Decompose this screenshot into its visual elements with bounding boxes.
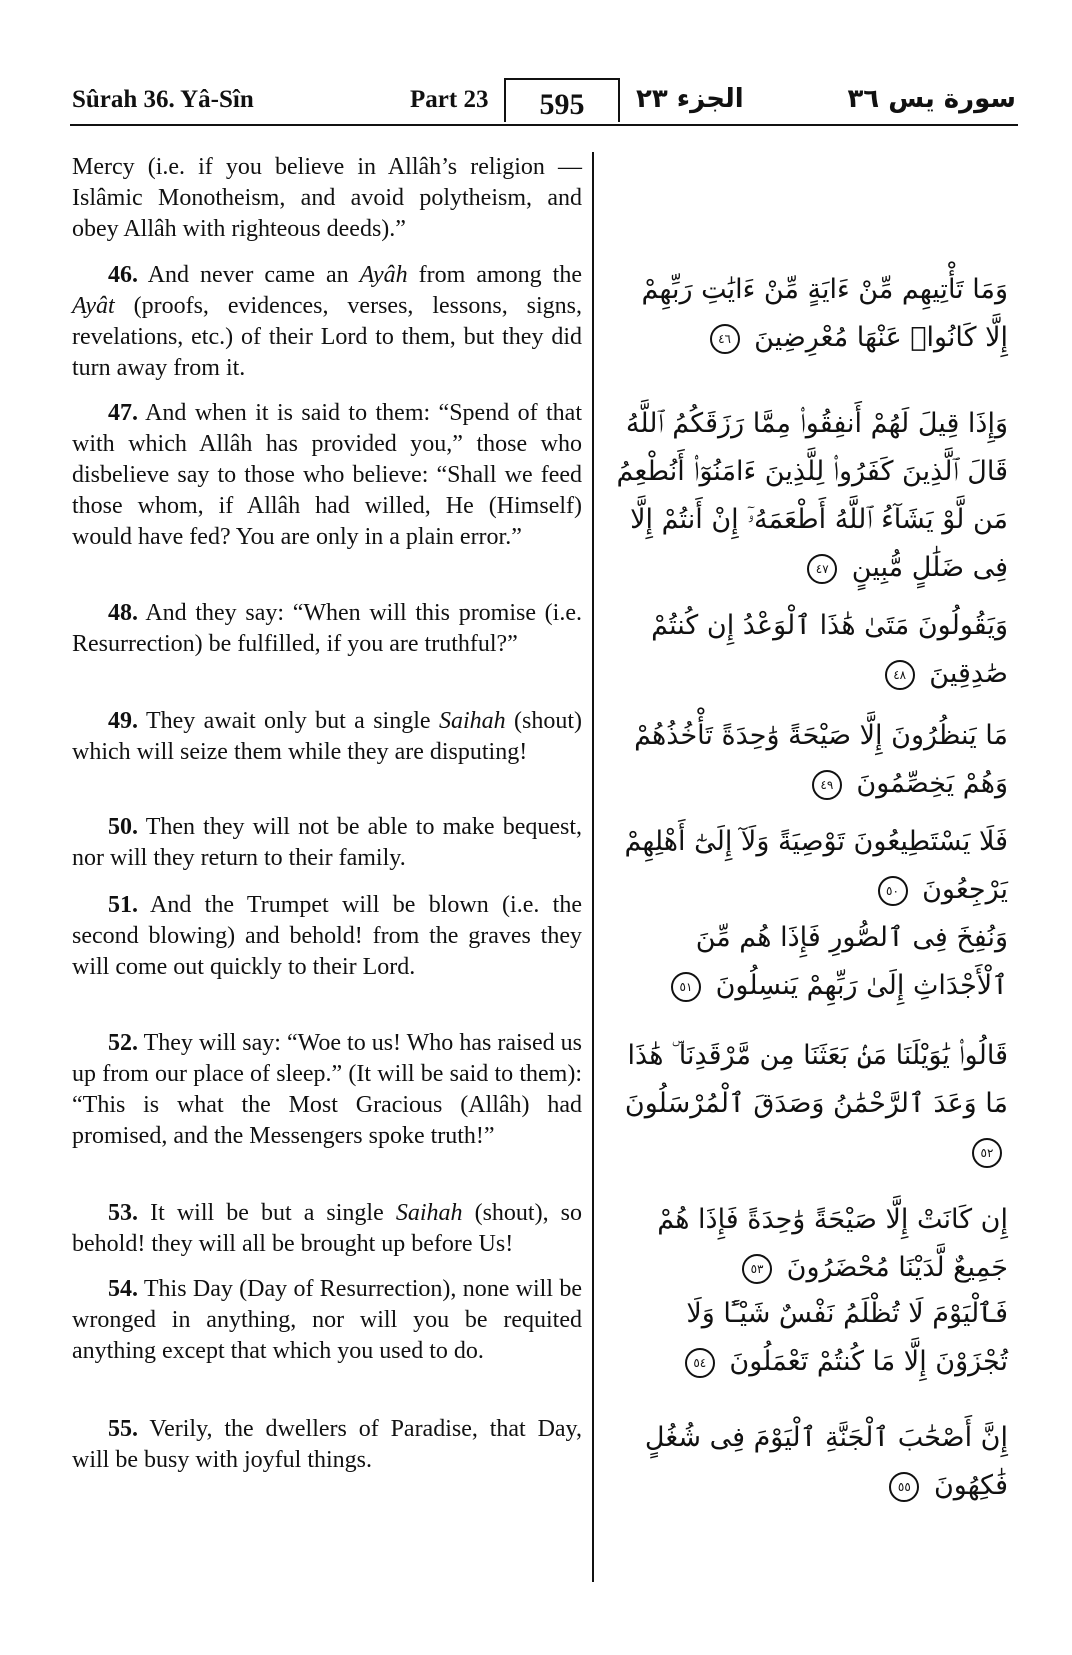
verse-marker: ٤٩ (812, 770, 842, 800)
verse-50: 50. Then they will not be able to make bequest, nor will they return to their family. (72, 814, 582, 871)
verse-marker: ٥٠ (878, 876, 908, 906)
surah-title-en: Sûrah 36. Yâ-Sîn (72, 86, 254, 113)
verse-55: 55. Verily, the dwellers of Paradise, that Day, will be busy with joyful things. (72, 1416, 582, 1473)
verse-marker: ٥٢ (972, 1138, 1002, 1168)
part-label-en: Part 23 (410, 86, 489, 113)
arabic-verse-50: فَلَا يَسْتَطِيعُونَ تَوْصِيَةً وَلَآ إِلَىٰٓ أَهْلِهِمْ يَرْجِعُونَ ٥٠ (624, 826, 1008, 905)
verse-marker: ٥٤ (685, 1348, 715, 1378)
verse-49: 49. They await only but a single Saihah (shout) which will seize them while they are disputing! (72, 708, 582, 765)
arabic-verse-53: إِن كَانَتْ إِلَّا صَيْحَةً وَٰحِدَةً فَإِذَا هُمْ جَمِيعٌ لَّدَيْنَا مُحْضَرُونَ ٥٣ (657, 1204, 1008, 1283)
arabic-verse-55: إِنَّ أَصْحَٰبَ ٱلْجَنَّةِ ٱلْيَوْمَ فِى شُغُلٍ فَٰكِهُونَ ٥٥ (644, 1422, 1008, 1501)
header-divider (70, 124, 1018, 126)
verse-52: 52. They will say: “Woe to us! Who has raised us up from our place of sleep.” (It will be said to them): “This is what the Most Gracious (Allâh) had promised, and the Messengers spoke truth!” (72, 1030, 582, 1149)
page-header (70, 78, 1018, 124)
column-divider (592, 152, 594, 1582)
verse-continuation: Mercy (i.e. if you believe in Allâh’s religion — Islâmic Monotheism, and avoid polytheism, and obey Allâh with righteous deeds).” (72, 154, 582, 242)
verse-46: 46. And never came an Ayâh from among the Ayât (proofs, evidences, verses, lessons, signs, revelations, etc.) of their Lord to them, but they did turn away from it. (72, 262, 582, 381)
verse-marker: ٤٦ (710, 324, 740, 354)
verse-53: 53. It will be but a single Saihah (shout), so behold! they will all be brought up before Us! (72, 1200, 583, 1257)
arabic-verse-52: قَالُوا۟ يَٰوَيْلَنَا مَنۢ بَعَثَنَا مِن مَّرْقَدِنَا ۜ هَٰذَا مَا وَعَدَ ٱلرَّحْمَٰنُ وَصَدَقَ ٱلْمُرْسَلُونَ ٥٢ (612, 1032, 1008, 1176)
verse-marker: ٤٨ (885, 660, 915, 690)
arabic-verse-54: فَٱلْيَوْمَ لَا تُظْلَمُ نَفْسٌ شَيْـًٔا وَلَا تُجْزَوْنَ إِلَّا مَا كُنتُمْ تَعْمَلُونَ ٥٤ (686, 1298, 1008, 1377)
arabic-verse-48: وَيَقُولُونَ مَتَىٰ هَٰذَا ٱلْوَعْدُ إِن كُنتُمْ صَٰدِقِينَ ٤٨ (651, 610, 1008, 689)
verse-marker: ٥٣ (742, 1254, 772, 1284)
verse-marker: ٥١ (671, 972, 701, 1002)
verse-marker: ٤٧ (807, 554, 837, 584)
arabic-verse-49: مَا يَنظُرُونَ إِلَّا صَيْحَةً وَٰحِدَةً تَأْخُذُهُمْ وَهُمْ يَخِصِّمُونَ ٤٩ (634, 720, 1008, 799)
verse-47: 47. And when it is said to them: “Spend of that with which Allâh has provided you,” those who disbelieve say to those who believe: “Shall we feed those whom, if Allâh had willed, He (Himself) would have fed? You are only in a plain error.” (72, 400, 582, 550)
verse-51: 51. And the Trumpet will be blown (i.e. the second blowing) and behold! from the graves they will come out quickly to their Lord. (72, 892, 582, 980)
surah-title-ar: سورة يس ٣٦ (847, 84, 1016, 114)
verse-marker: ٥٥ (889, 1472, 919, 1502)
arabic-verse-47: وَإِذَا قِيلَ لَهُمْ أَنفِقُوا۟ مِمَّا رَزَقَكُمُ ٱللَّهُ قَالَ ٱلَّذِينَ كَفَرُوا۟ لِلَّذِينَ ءَامَنُوٓا۟ أَنُطْعِمُ مَن لَّوْ يَشَآءُ ٱللَّهُ أَطْعَمَهُۥٓ إِنْ أَنتُمْ إِلَّا فِى ضَلَٰلٍ مُّبِينٍ ٤٧ (616, 408, 1008, 583)
verse-54: 54. This Day (Day of Resurrection), none will be wronged in anything, nor will you be requited anything except that which you used to do. (72, 1276, 582, 1364)
arabic-verse-51: وَنُفِخَ فِى ٱلصُّورِ فَإِذَا هُم مِّنَ ٱلْأَجْدَاثِ إِلَىٰ رَبِّهِمْ يَنسِلُونَ ٥١ (612, 914, 1008, 1010)
arabic-verse-46: وَمَا تَأْتِيهِم مِّنْ ءَايَةٍ مِّنْ ءَايَٰتِ رَبِّهِمْ إِلَّا كَانُوا۟ عَنْهَا مُعْرِضِينَ ٤٦ (641, 274, 1008, 353)
verse-48: 48. And they say: “When will this promise (i.e. Resurrection) be fulfilled, if you are truthful?” (72, 600, 582, 657)
page-number: 595 (504, 78, 620, 122)
part-label-ar: الجزء ٢٣ (636, 84, 744, 114)
